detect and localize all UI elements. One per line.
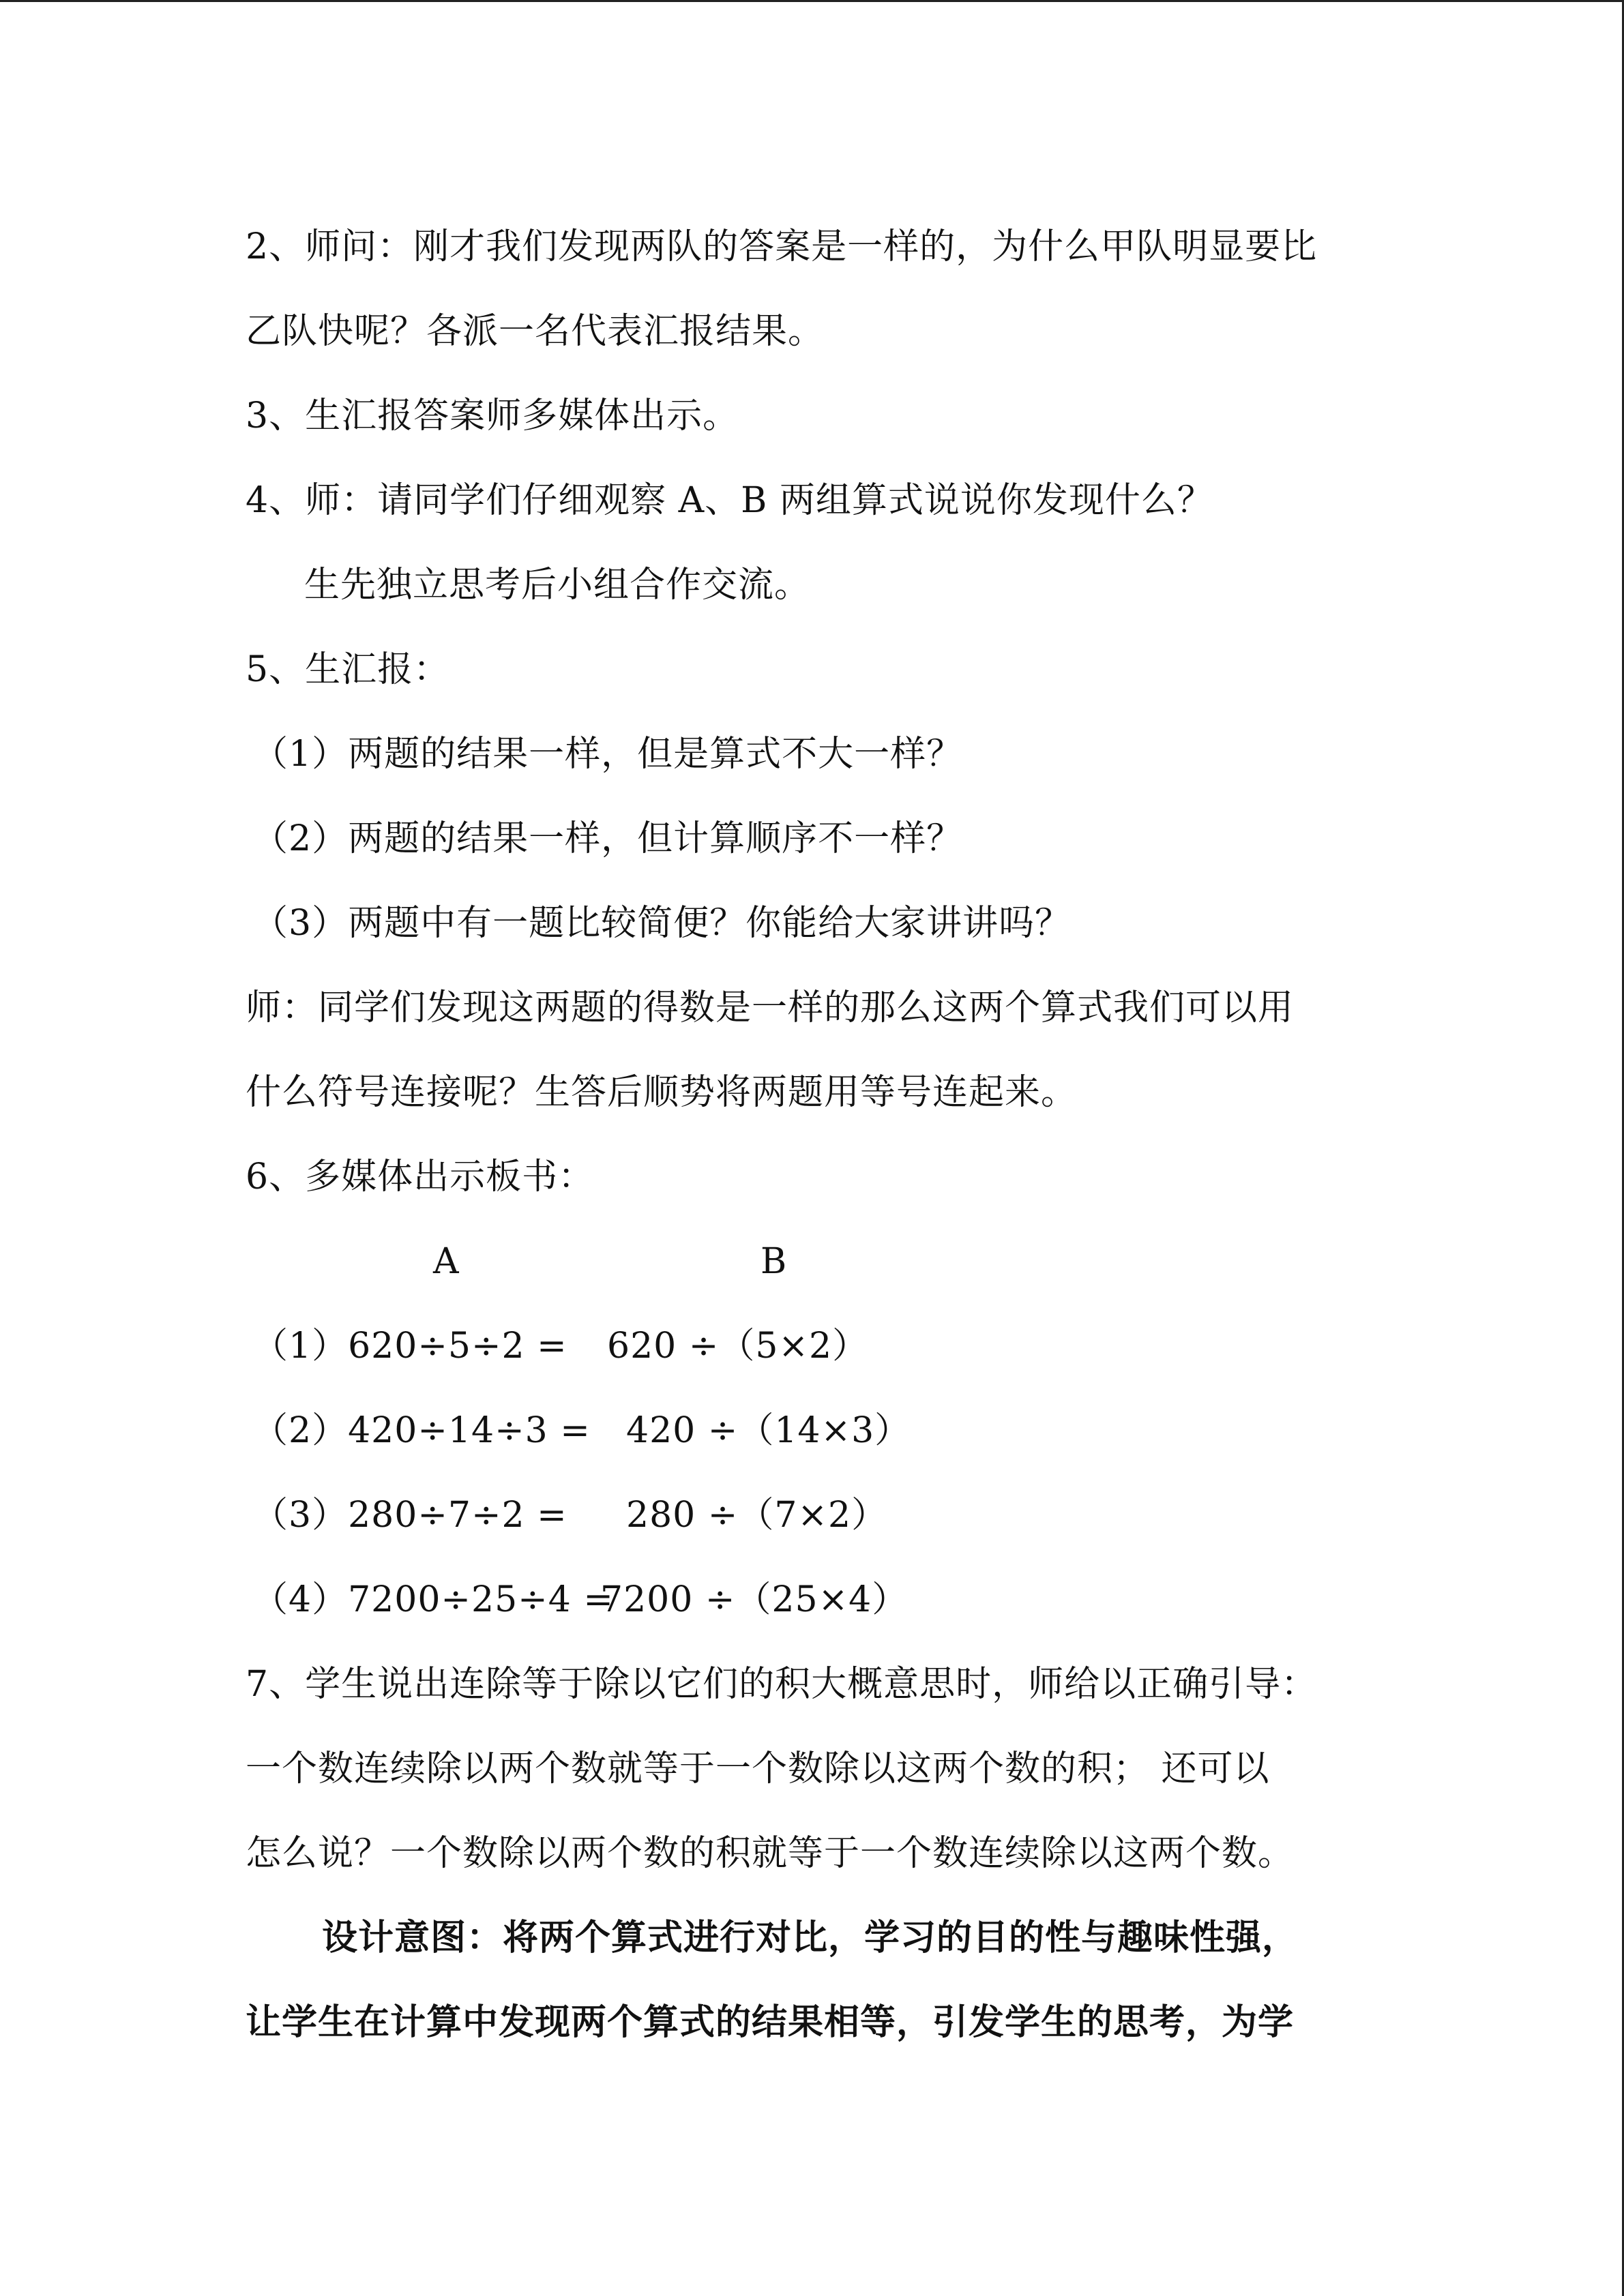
- equation-row: [246, 1473, 1378, 1557]
- equation-row: [246, 1557, 1378, 1642]
- paragraph-line: 2、师问：刚才我们发现两队的答案是一样的，为什么甲队明显要比: [246, 226, 1318, 267]
- equation-left: （2）420÷14÷3 =: [252, 1410, 591, 1451]
- equation-right: 620 ÷（5×2）: [607, 1326, 869, 1367]
- paragraph-line: 一个数连续除以两个数就等于一个数除以这两个数的积； 还可以: [246, 1748, 1270, 1789]
- page-border-top: [0, 0, 1624, 2]
- paragraph-line: 5、生汇报：: [246, 649, 450, 690]
- equation-right: 7200 ÷（25×4）: [600, 1579, 909, 1620]
- list-item: （2）两题的结果一样，但计算顺序不一样？: [252, 818, 963, 859]
- design-intent-line: 让学生在计算中发现两个算式的结果相等，引发学生的思考，为学: [246, 2001, 1295, 2043]
- paragraph-line: 6、多媒体出示板书：: [246, 1157, 595, 1197]
- paragraph-line: 7、学生说出连除等于除以它们的积大概意思时，师给以正确引导：: [246, 1664, 1318, 1705]
- list-item: （1）两题的结果一样，但是算式不大一样？: [252, 734, 963, 775]
- equation-table-header: [246, 1219, 1378, 1304]
- list-item: （3）两题中有一题比较简便？你能给大家讲讲吗？: [252, 903, 1072, 944]
- paragraph-line: 乙队快呢？各派一名代表汇报结果。: [246, 311, 825, 352]
- paragraph-line: 怎么说？一个数除以两个数的积就等于一个数连续除以这两个数。: [246, 1833, 1295, 1874]
- column-header-b: B: [761, 1241, 788, 1282]
- document-body: [246, 205, 1378, 2065]
- paragraph-line: 什么符号连接呢？生答后顺势将两题用等号连起来。: [246, 1072, 1078, 1113]
- equation-left: （4）7200÷25÷4 =: [252, 1579, 614, 1620]
- paragraph-line: 师：同学们发现这两题的得数是一样的那么这两个算式我们可以用: [246, 987, 1295, 1028]
- paragraph-line: 3、生汇报答案师多媒体出示。: [246, 396, 739, 436]
- equation-right: 420 ÷（14×3）: [626, 1410, 911, 1451]
- equation-right: 280 ÷（7×2）: [626, 1495, 888, 1536]
- paragraph-line: 生先独立思考后小组合作交流。: [304, 565, 811, 606]
- equation-left: （1）620÷5÷2 =: [252, 1326, 567, 1367]
- equation-left: （3）280÷7÷2 =: [252, 1495, 567, 1536]
- equation-row: [246, 1304, 1378, 1388]
- paragraph-line: 4、师：请同学们仔细观察 A、B 两组算式说说你发现什么？: [246, 480, 1213, 521]
- column-header-a: A: [433, 1241, 460, 1282]
- equation-row: [246, 1388, 1378, 1473]
- design-intent-line: 设计意图：将两个算式进行对比，学习的目的性与趣味性强，: [322, 1917, 1299, 1958]
